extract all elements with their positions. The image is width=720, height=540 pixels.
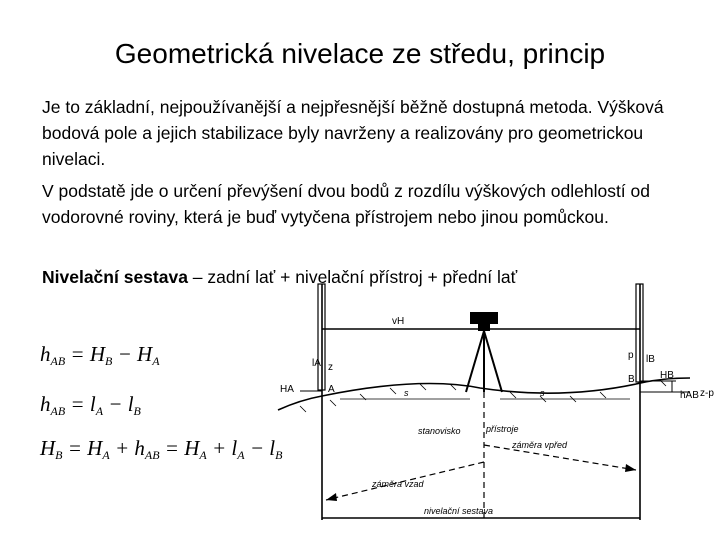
label-vh: vH [392,316,405,327]
label-b: B [628,374,635,385]
label-p: p [628,350,634,361]
paragraph-principle: V podstatě jde o určení převýšení dvou bodů z rozdílu výškových odlehlostí od vodorovné roviny, která je buď vytyčena přístrojem nebo jinou pomůckou. [42,181,650,227]
label-a: A [328,384,335,395]
formula-height-difference-2: $h_{AB} = l_A - l_B$ [40,392,141,418]
label-zamera-vzad: záměra vzad [372,479,424,489]
sestava-term: Nivelační sestava [42,267,188,287]
label-s-right: s [540,388,545,398]
label-hab: hAB [680,390,699,401]
label-ha: HA [280,384,294,395]
label-la: lA [312,358,321,369]
label-stanovisko: stanovisko [418,426,461,436]
page-title: Geometrická nivelace ze středu, princip [114,38,606,69]
label-zamera-vpred: záměra vpřed [512,440,568,450]
label-zp: z-p [700,388,714,399]
label-nivelacni-sestava: nivelační sestava [424,506,494,516]
formula-height-difference-1: $h_{AB} = H_B - H_A$ [40,342,160,368]
formula-height-b: $H_B = H_A + h_{AB} = H_A + l_A - l_B$ [40,436,283,462]
label-z: z [328,362,333,373]
level-instrument [470,312,498,324]
sestava-description: – zadní lať + nivelační přístroj + přední lať [187,267,518,287]
label-pristroje: přístroje [486,424,519,434]
label-hb: HB [660,370,674,381]
label-s-left: s [404,388,409,398]
paragraph-intro: Je to základní, nejpoužívanější a nejpřesnější běžně dostupná metoda. Výšková bodová pole a jejich stabilizace byly navrženy a realizovány pro geometrickou nivelaci. [42,97,664,169]
label-lb: lB [646,354,655,365]
